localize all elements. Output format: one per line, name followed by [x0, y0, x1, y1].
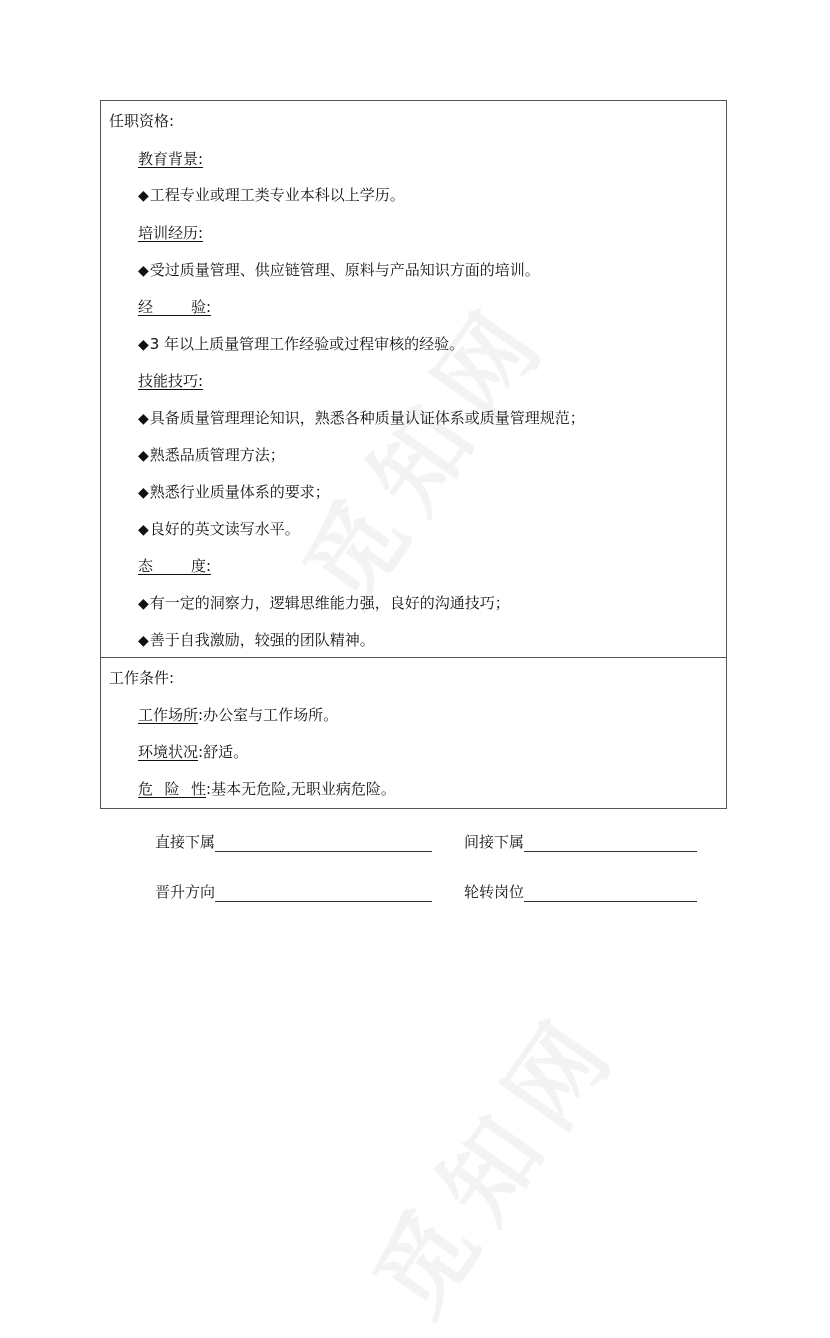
- attitude-label-text: 态度: [138, 557, 206, 575]
- environment-label: 环境状况: [138, 743, 199, 761]
- diamond-bullet-icon: ◆: [138, 633, 149, 649]
- indirect-reports-blank[interactable]: [524, 835, 697, 852]
- diamond-bullet-icon: ◆: [138, 485, 149, 501]
- list-item: ◆善于自我激励，较强的团队精神。: [138, 631, 375, 649]
- list-item: ◆工程专业或理工类专业本科以上学历。: [138, 186, 405, 204]
- list-item: ◆具备质量管理理论知识，熟悉各种质量认证体系或质量管理规范；: [138, 409, 585, 427]
- diamond-bullet-icon: ◆: [138, 263, 149, 279]
- work-place-value: 办公室与工作场所。: [203, 706, 339, 724]
- list-item: ◆熟悉品质管理方法；: [138, 446, 285, 464]
- diamond-bullet-icon: ◆: [138, 411, 149, 427]
- promotion-blank[interactable]: [215, 885, 432, 902]
- diamond-bullet-icon: ◆: [138, 522, 149, 538]
- hazard-value: 基本无危险,无职业病危险。: [211, 780, 396, 798]
- list-item: ◆3 年以上质量管理工作经验或过程审核的经验。: [138, 335, 465, 353]
- list-item: ◆良好的英文读写水平。: [138, 520, 300, 538]
- environment-value: 舒适。: [203, 743, 249, 761]
- work-place-label: 工作场所: [138, 706, 199, 724]
- promotion-label: 晋升方向: [155, 883, 216, 901]
- list-item: ◆熟悉行业质量体系的要求；: [138, 483, 330, 501]
- direct-reports-field: [155, 832, 432, 852]
- qualifications-heading: 任职资格:: [109, 112, 175, 130]
- skills-label-text: 技能技巧: [138, 372, 199, 390]
- skills-label: 技能技巧:: [138, 372, 204, 390]
- indirect-reports-field: [464, 832, 697, 852]
- environment: 环境状况:舒适。: [138, 743, 249, 761]
- watermark-bottom: [337, 979, 645, 1338]
- work-place: 工作场所:办公室与工作场所。: [138, 706, 339, 724]
- rotation-field: [464, 882, 697, 902]
- list-item: ◆受过质量管理、供应链管理、原料与产品知识方面的培训。: [138, 261, 540, 279]
- hazard-label: 危险性: [138, 780, 206, 798]
- list-item: ◆有一定的洞察力，逻辑思维能力强，良好的沟通技巧；: [138, 594, 510, 612]
- experience-label: 经验:: [138, 298, 212, 316]
- attitude-label: 态度:: [138, 557, 212, 575]
- experience-label-text: 经验: [138, 298, 206, 316]
- diamond-bullet-icon: ◆: [138, 188, 149, 204]
- conditions-heading: 工作条件:: [109, 669, 175, 687]
- diamond-bullet-icon: ◆: [138, 337, 149, 353]
- promotion-field: [155, 882, 432, 902]
- training-label-text: 培训经历: [138, 224, 199, 242]
- direct-reports-blank[interactable]: [215, 835, 432, 852]
- rotation-label: 轮转岗位: [464, 883, 525, 901]
- diamond-bullet-icon: ◆: [138, 448, 149, 464]
- training-label: 培训经历:: [138, 224, 204, 242]
- education-label-text: 教育背景: [138, 150, 199, 168]
- hazard: 危险性:基本无危险,无职业病危险。: [138, 780, 396, 798]
- direct-reports-label: 直接下属: [155, 833, 216, 851]
- education-label: 教育背景:: [138, 150, 204, 168]
- qualifications-section: [100, 100, 727, 658]
- diamond-bullet-icon: ◆: [138, 596, 149, 612]
- indirect-reports-label: 间接下属: [464, 833, 525, 851]
- rotation-blank[interactable]: [524, 885, 697, 902]
- conditions-section: [100, 657, 727, 809]
